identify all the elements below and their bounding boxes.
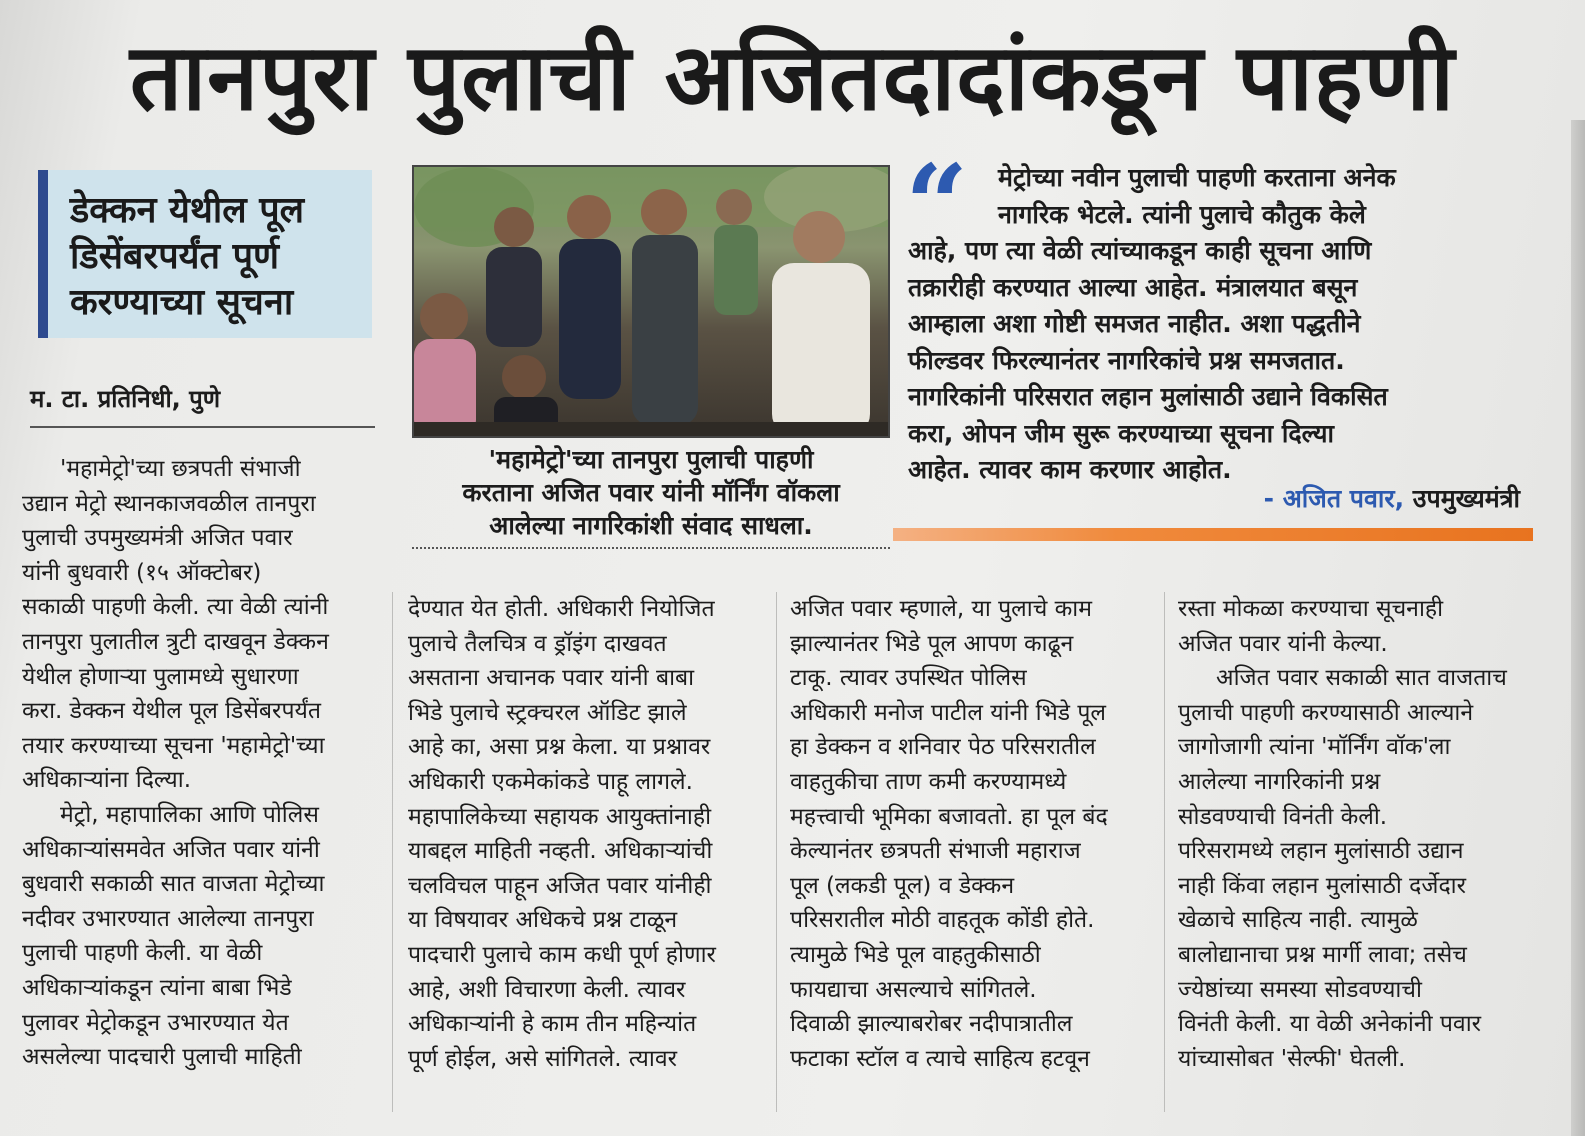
caption-line: करताना अजित पवार यांनी मॉर्निंग वॉकला bbox=[462, 478, 840, 507]
text-line: यांच्यासोबत 'सेल्फी' घेतली. bbox=[1178, 1045, 1406, 1072]
text-line: हा डेक्कन व शनिवार पेठ परिसरातील bbox=[790, 734, 1096, 761]
text-line: नाही किंवा लहान मुलांसाठी दर्जेदार bbox=[1178, 872, 1467, 899]
text-line: अधिकाऱ्यांसमवेत अजित पवार यांनी bbox=[22, 836, 320, 863]
page-edge-shadow bbox=[1571, 120, 1585, 1136]
text-line: अजित पवार म्हणाले, या पुलाचे काम bbox=[790, 596, 1093, 622]
text-line: पुलाची पाहणी करण्यासाठी आल्याने bbox=[1178, 699, 1474, 726]
quote-line: तक्रारीही करण्यात आल्या आहेत. मंत्रालयात बसून bbox=[908, 272, 1358, 302]
quote-line: मेट्रोच्या नवीन पुलाची पाहणी करताना अनेक bbox=[998, 163, 1396, 192]
text-line: पुलावर मेट्रोकडून उभारण्यात येत bbox=[22, 1009, 289, 1036]
text-line: भिडे पुलाचे स्ट्रक्चरल ऑडिट झाले bbox=[408, 699, 687, 726]
text-line: असलेल्या पादचारी पुलाची माहिती bbox=[22, 1044, 302, 1071]
text-line: 'महामेट्रो'च्या छत्रपती संभाजी bbox=[60, 456, 301, 482]
column-divider bbox=[1164, 592, 1165, 1112]
text-line: फायद्याचा असल्याचे सांगितले. bbox=[790, 976, 1037, 1003]
text-line: फटाका स्टॉल व त्याचे साहित्य हटवून bbox=[790, 1045, 1090, 1072]
text-line: परिसरातील मोठी वाहतूक कोंडी होते. bbox=[790, 907, 1095, 934]
text-line: अजित पवार सकाळी सात वाजताच bbox=[1216, 665, 1507, 692]
quote-line: फील्डवर फिरल्यानंतर नागरिकांचे प्रश्न समजतात. bbox=[908, 345, 1345, 375]
article-column-4 bbox=[1178, 592, 1550, 1076]
text-line: येथील होणाऱ्या पुलामध्ये सुधारणा bbox=[22, 663, 299, 690]
text-line: अधिकारी मनोज पाटील यांनी भिडे पूल bbox=[790, 699, 1107, 726]
text-line: टाकू. त्यावर उपस्थित पोलिस bbox=[790, 665, 1027, 692]
text-line: तानपुरा पुलातील त्रुटी दाखवून डेक्कन bbox=[22, 628, 329, 655]
text-line: अधिकाऱ्यांकडून त्यांना बाबा भिडे bbox=[22, 974, 292, 1001]
text-line: देण्यात येत होती. अधिकारी नियोजित bbox=[408, 596, 715, 622]
pull-quote bbox=[903, 160, 1518, 490]
text-line: केल्यानंतर छत्रपती संभाजी महाराज bbox=[790, 838, 1081, 865]
caption-line: आलेल्या नागरिकांशी संवाद साधला. bbox=[489, 511, 813, 540]
subhead-line: करण्याच्या सूचना bbox=[70, 282, 294, 323]
quote-line: आम्हाला अशा गोष्टी समजत नाहीत. अशा पद्धतीने bbox=[908, 309, 1361, 338]
text-line: पादचारी पुलाचे काम कधी पूर्ण होणार bbox=[408, 941, 716, 968]
article-column-3 bbox=[790, 592, 1150, 1076]
quote-line: करा, ओपन जीम सुरू करण्याच्या सूचना दिल्या bbox=[908, 418, 1334, 448]
text-line: सकाळी पाहणी केली. त्या वेळी त्यांनी bbox=[22, 594, 329, 621]
text-line: याबद्दल माहिती नव्हती. अधिकाऱ्यांची bbox=[408, 838, 713, 865]
text-line: पुलाचे तैलचित्र व ड्रॉइंग दाखवत bbox=[408, 630, 667, 657]
text-line: दिवाळी झाल्याबरोबर नदीपात्रातील bbox=[790, 1011, 1073, 1038]
quote-line: आहे, पण त्या वेळी त्यांच्याकडून काही सूचना आणि bbox=[908, 236, 1372, 265]
text-line: महापालिकेच्या सहायक आयुक्तांनाही bbox=[408, 803, 712, 830]
text-line: वाहतुकीचा ताण कमी करण्यामध्ये bbox=[790, 768, 1067, 795]
photo-caption bbox=[412, 443, 890, 543]
quote-author bbox=[1160, 482, 1520, 516]
text-line: पूर्ण होईल, असे सांगितले. त्यावर bbox=[408, 1045, 678, 1072]
quote-line: नागरिक भेटले. त्यांनी पुलाचे कौतुक केले bbox=[998, 199, 1366, 229]
text-line: आलेल्या नागरिकांनी प्रश्न bbox=[1178, 768, 1381, 795]
text-line: जागोजागी त्यांना 'मॉर्निंग वॉक'ला bbox=[1178, 734, 1451, 761]
text-line: खेळाचे साहित्य नाही. त्यामुळे bbox=[1178, 907, 1418, 934]
text-line: आहे का, असा प्रश्न केला. या प्रश्नावर bbox=[408, 734, 711, 761]
quote-line: नागरिकांनी परिसरात लहान मुलांसाठी उद्याने विकसित bbox=[908, 382, 1388, 411]
article-column-2 bbox=[408, 592, 763, 1076]
quote-author-name: - अजित पवार, bbox=[1263, 484, 1405, 513]
text-line: अधिकाऱ्यांनी हे काम तीन महिन्यांत bbox=[408, 1011, 697, 1038]
article-column-1 bbox=[22, 452, 378, 1075]
text-line: महत्त्वाची भूमिका बजावतो. हा पूल बंद bbox=[790, 803, 1108, 830]
headline: तानपुरा पुलाची अजितदादांकडून पाहणी bbox=[129, 24, 1456, 131]
text-line: पूल (लकडी पूल) व डेक्कन bbox=[790, 872, 1015, 899]
subhead-line: डिसेंबरपर्यंत पूर्ण bbox=[70, 236, 280, 277]
text-line: पुलाची उपमुख्यमंत्री अजित पवार bbox=[22, 525, 293, 552]
subhead-box bbox=[38, 170, 372, 338]
text-line: विनंती केली. या वेळी अनेकांनी पवार bbox=[1178, 1011, 1482, 1038]
text-line: उद्यान मेट्रो स्थानकाजवळील तानपुरा bbox=[22, 490, 316, 517]
quote-author-title: उपमुख्यमंत्री bbox=[1404, 484, 1520, 513]
text-line: मेट्रो, महापालिका आणि पोलिस bbox=[60, 801, 319, 828]
caption-line: 'महामेट्रो'च्या तानपुरा पुलाची पाहणी bbox=[488, 445, 814, 474]
text-line: असताना अचानक पवार यांनी बाबा bbox=[408, 665, 695, 692]
text-line: अजित पवार यांनी केल्या. bbox=[1178, 630, 1388, 657]
orange-divider bbox=[893, 528, 1533, 541]
photo-crowd-illustration bbox=[414, 167, 888, 436]
news-photo bbox=[412, 165, 890, 438]
text-line: बुधवारी सकाळी सात वाजता मेट्रोच्या bbox=[22, 871, 325, 898]
text-line: करा. डेक्कन येथील पूल डिसेंबरपर्यंत bbox=[22, 698, 321, 725]
text-line: सोडवण्याची विनंती केली. bbox=[1178, 803, 1388, 830]
text-line: तयार करण्याच्या सूचना 'महामेट्रो'च्या bbox=[22, 732, 325, 759]
text-line: पुलाची पाहणी केली. या वेळी bbox=[22, 940, 263, 967]
text-line: झाल्यानंतर भिडे पूल आपण काढून bbox=[790, 630, 1074, 657]
text-line: नदीवर उभारण्यात आलेल्या तानपुरा bbox=[22, 905, 314, 932]
byline: म. टा. प्रतिनिधी, पुणे bbox=[30, 385, 221, 413]
quote-line: आहेत. त्यावर काम करणार आहोत. bbox=[908, 455, 1232, 484]
caption-divider bbox=[412, 547, 890, 549]
text-line: या विषयावर अधिकचे प्रश्न टाळून bbox=[408, 907, 678, 934]
subhead-line: डेक्कन येथील पूल bbox=[70, 190, 305, 231]
text-line: यांनी बुधवारी (१५ ऑक्टोबर) bbox=[22, 559, 262, 586]
byline-divider bbox=[30, 426, 375, 428]
text-line: अधिकारी एकमेकांकडे पाहू लागले. bbox=[408, 768, 693, 795]
text-line: त्यामुळे भिडे पूल वाहतुकीसाठी bbox=[790, 941, 1041, 968]
text-line: ज्येष्ठांच्या समस्या सोडवण्याची bbox=[1178, 976, 1422, 1003]
column-divider bbox=[776, 592, 777, 1112]
open-quote-icon: “ bbox=[905, 140, 969, 269]
text-line: परिसरामध्ये लहान मुलांसाठी उद्यान bbox=[1178, 838, 1464, 865]
text-line: चलविचल पाहून अजित पवार यांनीही bbox=[408, 872, 712, 899]
text-line: आहे, अशी विचारणा केली. त्यावर bbox=[408, 976, 686, 1003]
text-line: बालोद्यानाचा प्रश्न मार्गी लावा; तसेच bbox=[1178, 941, 1467, 968]
column-divider bbox=[392, 592, 393, 1112]
text-line: अधिकाऱ्यांना दिल्या. bbox=[22, 767, 192, 794]
text-line: रस्ता मोकळा करण्याचा सूचनाही bbox=[1178, 596, 1444, 622]
